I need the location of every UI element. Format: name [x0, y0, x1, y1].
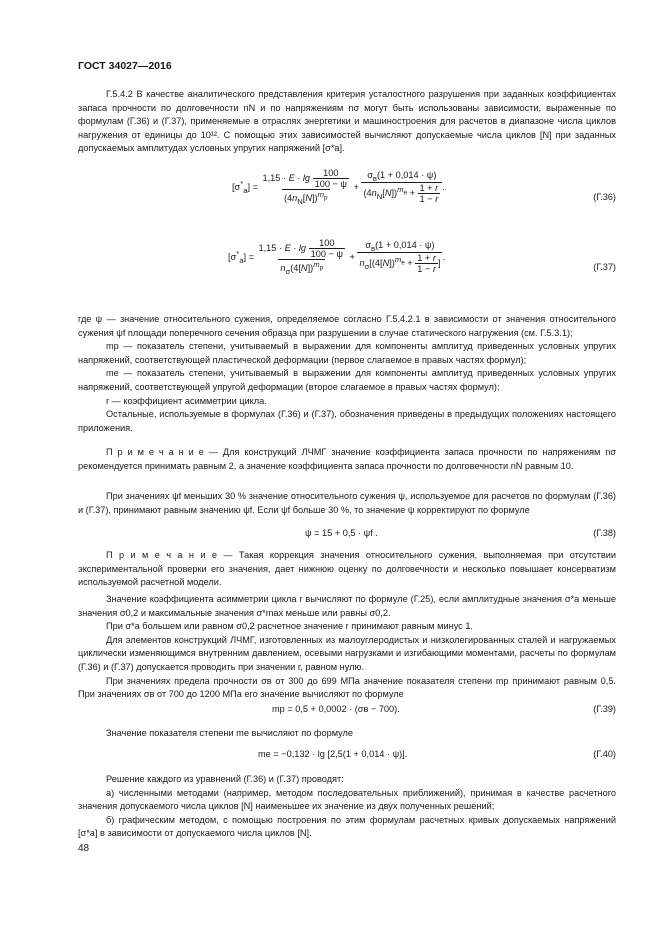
- para-solution-b: б) графическим методом, с помощью построения по этим формулам расчетных кривых допускаемых напряжений [σ*a] в зависимости от допускаемого числа циклов [N].: [78, 814, 616, 839]
- formula-g37-number: (Г.37): [593, 262, 616, 272]
- para-solution: Решение каждого из уравнений (Г.36) и (Г.37) проводят:: [106, 774, 344, 784]
- formula-g39-number: (Г.39): [593, 704, 616, 714]
- note-1: [78, 446, 616, 473]
- definitions-block: [78, 313, 616, 435]
- formula-g40: me = −0,132 · lg [2,5(1 + 0,014 · ψ)].: [258, 749, 408, 759]
- para-r: r — коэффициент асимметрии цикла.: [106, 395, 267, 406]
- para-asym-3: Для элементов конструкций ЛЧМГ, изготовленных из малоуглеродистых и низколегированных сталей и нагружаемых циклически изменяющимся внутренним давлением, осевыми нагрузками и изгибающими моментами, расчеты по формулам (Г.36) и (Г.37) допускается проводить при значении r, равном нулю.: [78, 634, 616, 672]
- page-number: 48: [78, 843, 90, 854]
- formula-g40-number: (Г.40): [593, 749, 616, 759]
- formula-g36: $[\sigma^*_a]$ = 1,15 · E · lg $\frac{100}{100 - \psi}$ $(4n_N[N])^{m_p}$ + $\sigma_в(1 + 0,014 \cdot \psi)$ $(4n_N[N])^{m_e}$ + $\frac{1 + r}{1 - r}$ .: [232, 168, 445, 206]
- para-psi: где ψ — значение относительного сужения, определяемое согласно Г.5.4.2.1 в зависимости от значения относительного сужения ψf площади поперечного сечения образца при разрушении в случае статического нагружения (см. Г.5.3.1);: [78, 314, 616, 338]
- paragraph-psi-correction: [78, 490, 616, 517]
- para-1: Г.5.4.2 В качестве аналитического представления критерия усталостного разрушения при заданных коэффициентах запаса прочности по долговечности nN и по напряжениям nσ могут быть использованы зависимости, выраженные по формулам (Г.36) и (Г.37), применяемые в отраслях энергетики и машиностроения для расчетов в диапазоне числа циклов нагружения от единицы до 10¹². С помощью этих зависимостей вычисляют допускаемые числа циклов [N] при заданных допускаемых амплитудах условных упругих напряжений [σ*a].: [78, 89, 616, 154]
- document-header: ГОСТ 34027—2016: [78, 60, 172, 72]
- formula-g38-number: (Г.38): [593, 528, 616, 538]
- para-me-formula: Значение показателя степени me вычисляют по формуле: [106, 728, 353, 738]
- formula-g36-number: (Г.36): [593, 192, 616, 202]
- para-mp: mp — показатель степени, учитываемый в выражении для компоненты амплитуд приведенных условных упругих напряжений, соответствующей пластической деформации (первое слагаемое в правых частях формул);: [78, 341, 616, 365]
- para-asym-2: При σ*a большем или равном σ0,2 расчетное значение r принимают равным минус 1.: [106, 621, 473, 632]
- paragraph-g542: [78, 88, 616, 156]
- para-strength: При значениях предела прочности σв от 300 до 699 МПа значение показателя степени mp принимают равным 0,5. При значениях σв от 700 до 1200 МПа его значение вычисляют по формуле: [78, 675, 616, 700]
- note-2: [78, 549, 616, 590]
- formula-g39: mp = 0,5 + 0,0002 · (σв − 700).: [272, 704, 400, 714]
- para-me: me — показатель степени, учитываемый в выражении для компоненты амплитуд приведенных условных упругих напряжений, соответствующей упругой деформации (второе слагаемое в правых частях формул);: [78, 368, 616, 392]
- asymmetry-block: [78, 593, 616, 702]
- para-psi-correction: При значениях ψf меньших 30 % значение относительного сужения ψ, используемое для расчетов по формулам (Г.36) и (Г.37), принимают равным значению ψf. Если ψf больше 30 %, то значение ψ корректируют по формуле: [78, 491, 616, 515]
- solution-block: [78, 773, 616, 841]
- note-1-text: П р и м е ч а н и е — Для конструкций ЛЧМГ значение коэффициента запаса прочности по напряжениям nσ рекомендуется принимать равным 2, а значение коэффициента запаса прочности по долговечности nN равным 10.: [78, 447, 616, 471]
- para-other: Остальные, используемые в формулах (Г.36) и (Г.37), обозначения приведены в предыдущих положениях настоящего приложения.: [78, 409, 616, 433]
- formula-g38: ψ = 15 + 0,5 · ψf .: [305, 528, 378, 538]
- paragraph-me: [78, 727, 616, 741]
- para-asym-1: Значение коэффициента асимметрии цикла r вычисляют по формуле (Г.25), если амплитудные значения σ*a меньше значения σ0,2 и максимальные значения σ*max меньше или равны σ0,2.: [78, 594, 616, 618]
- note-2-text: П р и м е ч а н и е — Такая коррекция значения относительного сужения, выполняемая при отсутствии экспериментальной проверки его значения, дает нижнюю оценку по долговечности и несколько повышает консерватизм используемой расчетной модели.: [78, 550, 616, 588]
- formula-g37: $[\sigma^*_a]$ = 1,15 · E · lg $\frac{100}{100 - \psi}$ $n_\sigma(4[N])^{m_p}$ + $\sigma_в(1 + 0,014 \cdot \psi)$ $n_\sigma[(4[N])^{m_e}$ + $\frac{1 + r}{1 - r}$ ] .: [228, 238, 446, 276]
- para-solution-a: а) численными методами (например, методом последовательных приближений), принимая в качестве расчетного значения допускаемого числа циклов [N] наименьшее их значение из двух полученных решений;: [78, 787, 616, 812]
